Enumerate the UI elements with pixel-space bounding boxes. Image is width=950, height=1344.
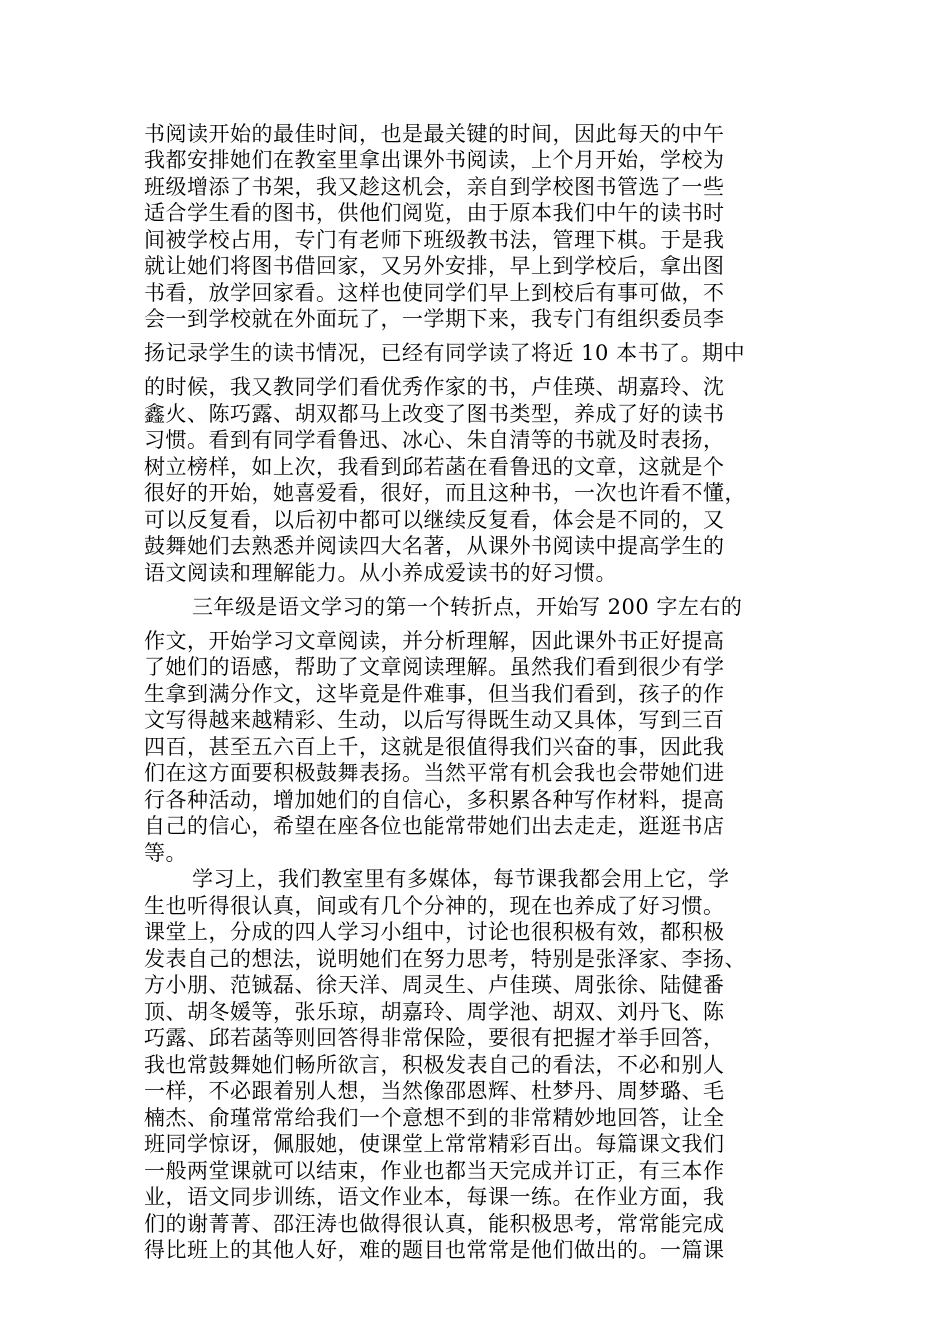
text-line: 的时候，我又教同学们看优秀作家的书，卢佳瑛、胡嘉玲、沈 xyxy=(144,375,725,399)
text-line: 班级增添了书架，我又趁这机会，亲自到学校图书管选了一些 xyxy=(144,175,725,199)
text-line: 行各种活动，增加她们的自信心，多积累各种写作材料，提高 xyxy=(144,788,725,812)
text-line: 们在这方面要积极鼓舞表扬。当然平常有机会我也会带她们进 xyxy=(144,761,725,785)
text-line: 顶、胡冬媛等，张乐琼，胡嘉玲、周学池、胡双、刘丹飞、陈 xyxy=(144,1000,725,1024)
text-line: 鑫火、陈巧露、胡双都马上改变了图书类型，养成了好的读书 xyxy=(144,402,725,426)
text-line: 巧露、邱若菡等则回答得非常保险，要很有把握才举手回答， xyxy=(144,1026,725,1050)
text-line: 习惯。看到有同学看鲁迅、冰心、朱自清等的书就及时表扬， xyxy=(144,428,725,452)
text-line: 得比班上的其他人好，难的题目也常常是他们做出的。一篇课 xyxy=(144,1238,725,1262)
text-line: 们的谢菁菁、邵汪涛也做得很认真，能积极思考，常常能完成 xyxy=(144,1212,725,1236)
text-line: 间被学校占用，专门有老师下班级教书法，管理下棋。于是我 xyxy=(144,228,725,252)
text-line: 课堂上，分成的四人学习小组中，讨论也很积极有效，都积极 xyxy=(144,920,725,944)
text-line: 鼓舞她们去熟悉并阅读四大名著，从课外书阅读中提高学生的 xyxy=(144,534,725,558)
text-line: 班同学惊讶，佩服她，使课堂上常常精彩百出。每篇课文我们 xyxy=(144,1132,725,1156)
text-line: 扬记录学生的读书情况，已经有同学读了将近 10 本书了。期中 xyxy=(144,341,746,365)
text-line: 一般两堂课就可以结束，作业也都当天完成并订正，有三本作 xyxy=(144,1159,725,1183)
text-line: 一样，不必跟着别人想，当然像邵恩辉、杜梦丹、周梦璐、毛 xyxy=(144,1079,725,1103)
text-line: 生也听得很认真，间或有几个分神的，现在也养成了好习惯。 xyxy=(144,894,725,918)
text-line: 等。 xyxy=(144,841,187,865)
text-line: 四百，甚至五六百上千，这就是很值得我们兴奋的事，因此我 xyxy=(144,735,725,759)
text-line: 就让她们将图书借回家，又另外安排，早上到学校后，拿出图 xyxy=(144,254,725,278)
text-line: 生拿到满分作文，这毕竟是件难事，但当我们看到，孩子的作 xyxy=(144,682,725,706)
text-line: 我都安排她们在教室里拿出课外书阅读，上个月开始，学校为 xyxy=(144,148,725,172)
text-line: 书看，放学回家看。这样也使同学们早上到校后有事可做，不 xyxy=(144,281,725,305)
text-line: 适合学生看的图书，供他们阅览，由于原本我们中午的读书时 xyxy=(144,201,725,225)
text-line: 了她们的语感，帮助了文章阅读理解。虽然我们看到很少有学 xyxy=(144,655,725,679)
text-line: 自己的信心，希望在座各位也能常带她们出去走走，逛逛书店 xyxy=(144,814,725,838)
text-line: 可以反复看，以后初中都可以继续反复看，体会是不同的，又 xyxy=(144,508,725,532)
paragraph-first-line: 学习上，我们教室里有多媒体，每节课我都会用上它，学 xyxy=(192,867,730,891)
text-line: 书阅读开始的最佳时间，也是最关键的时间，因此每天的中午 xyxy=(144,122,725,146)
text-line: 树立榜样，如上次，我看到邱若菡在看鲁迅的文章，这就是个 xyxy=(144,455,725,479)
text-line: 业，语文同步训练，语文作业本，每课一练。在作业方面，我 xyxy=(144,1185,725,1209)
text-line: 发表自己的想法，说明她们在努力思考，特别是张泽家、李扬、 xyxy=(144,947,746,971)
text-line: 我也常鼓舞她们畅所欲言，积极发表自己的看法，不必和别人 xyxy=(144,1053,725,1077)
text-line: 作文，开始学习文章阅读，并分析理解，因此课外书正好提高 xyxy=(144,629,725,653)
text-line: 楠杰、俞瑾常常给我们一个意想不到的非常精妙地回答，让全 xyxy=(144,1106,725,1130)
paragraph-first-line: 三年级是语文学习的第一个转折点，开始写 200 字左右的 xyxy=(192,595,743,619)
text-line: 方小朋、范铖磊、徐天洋、周灵生、卢佳瑛、周张徐、陆健番 xyxy=(144,973,725,997)
text-line: 语文阅读和理解能力。从小养成爱读书的好习惯。 xyxy=(144,561,617,585)
text-line: 文写得越来越精彩、生动，以后写得既生动又具体，写到三百 xyxy=(144,708,725,732)
text-line: 会一到学校就在外面玩了，一学期下来，我专门有组织委员李 xyxy=(144,307,725,331)
text-line: 很好的开始，她喜爱看，很好，而且这种书，一次也许看不懂， xyxy=(144,481,746,505)
